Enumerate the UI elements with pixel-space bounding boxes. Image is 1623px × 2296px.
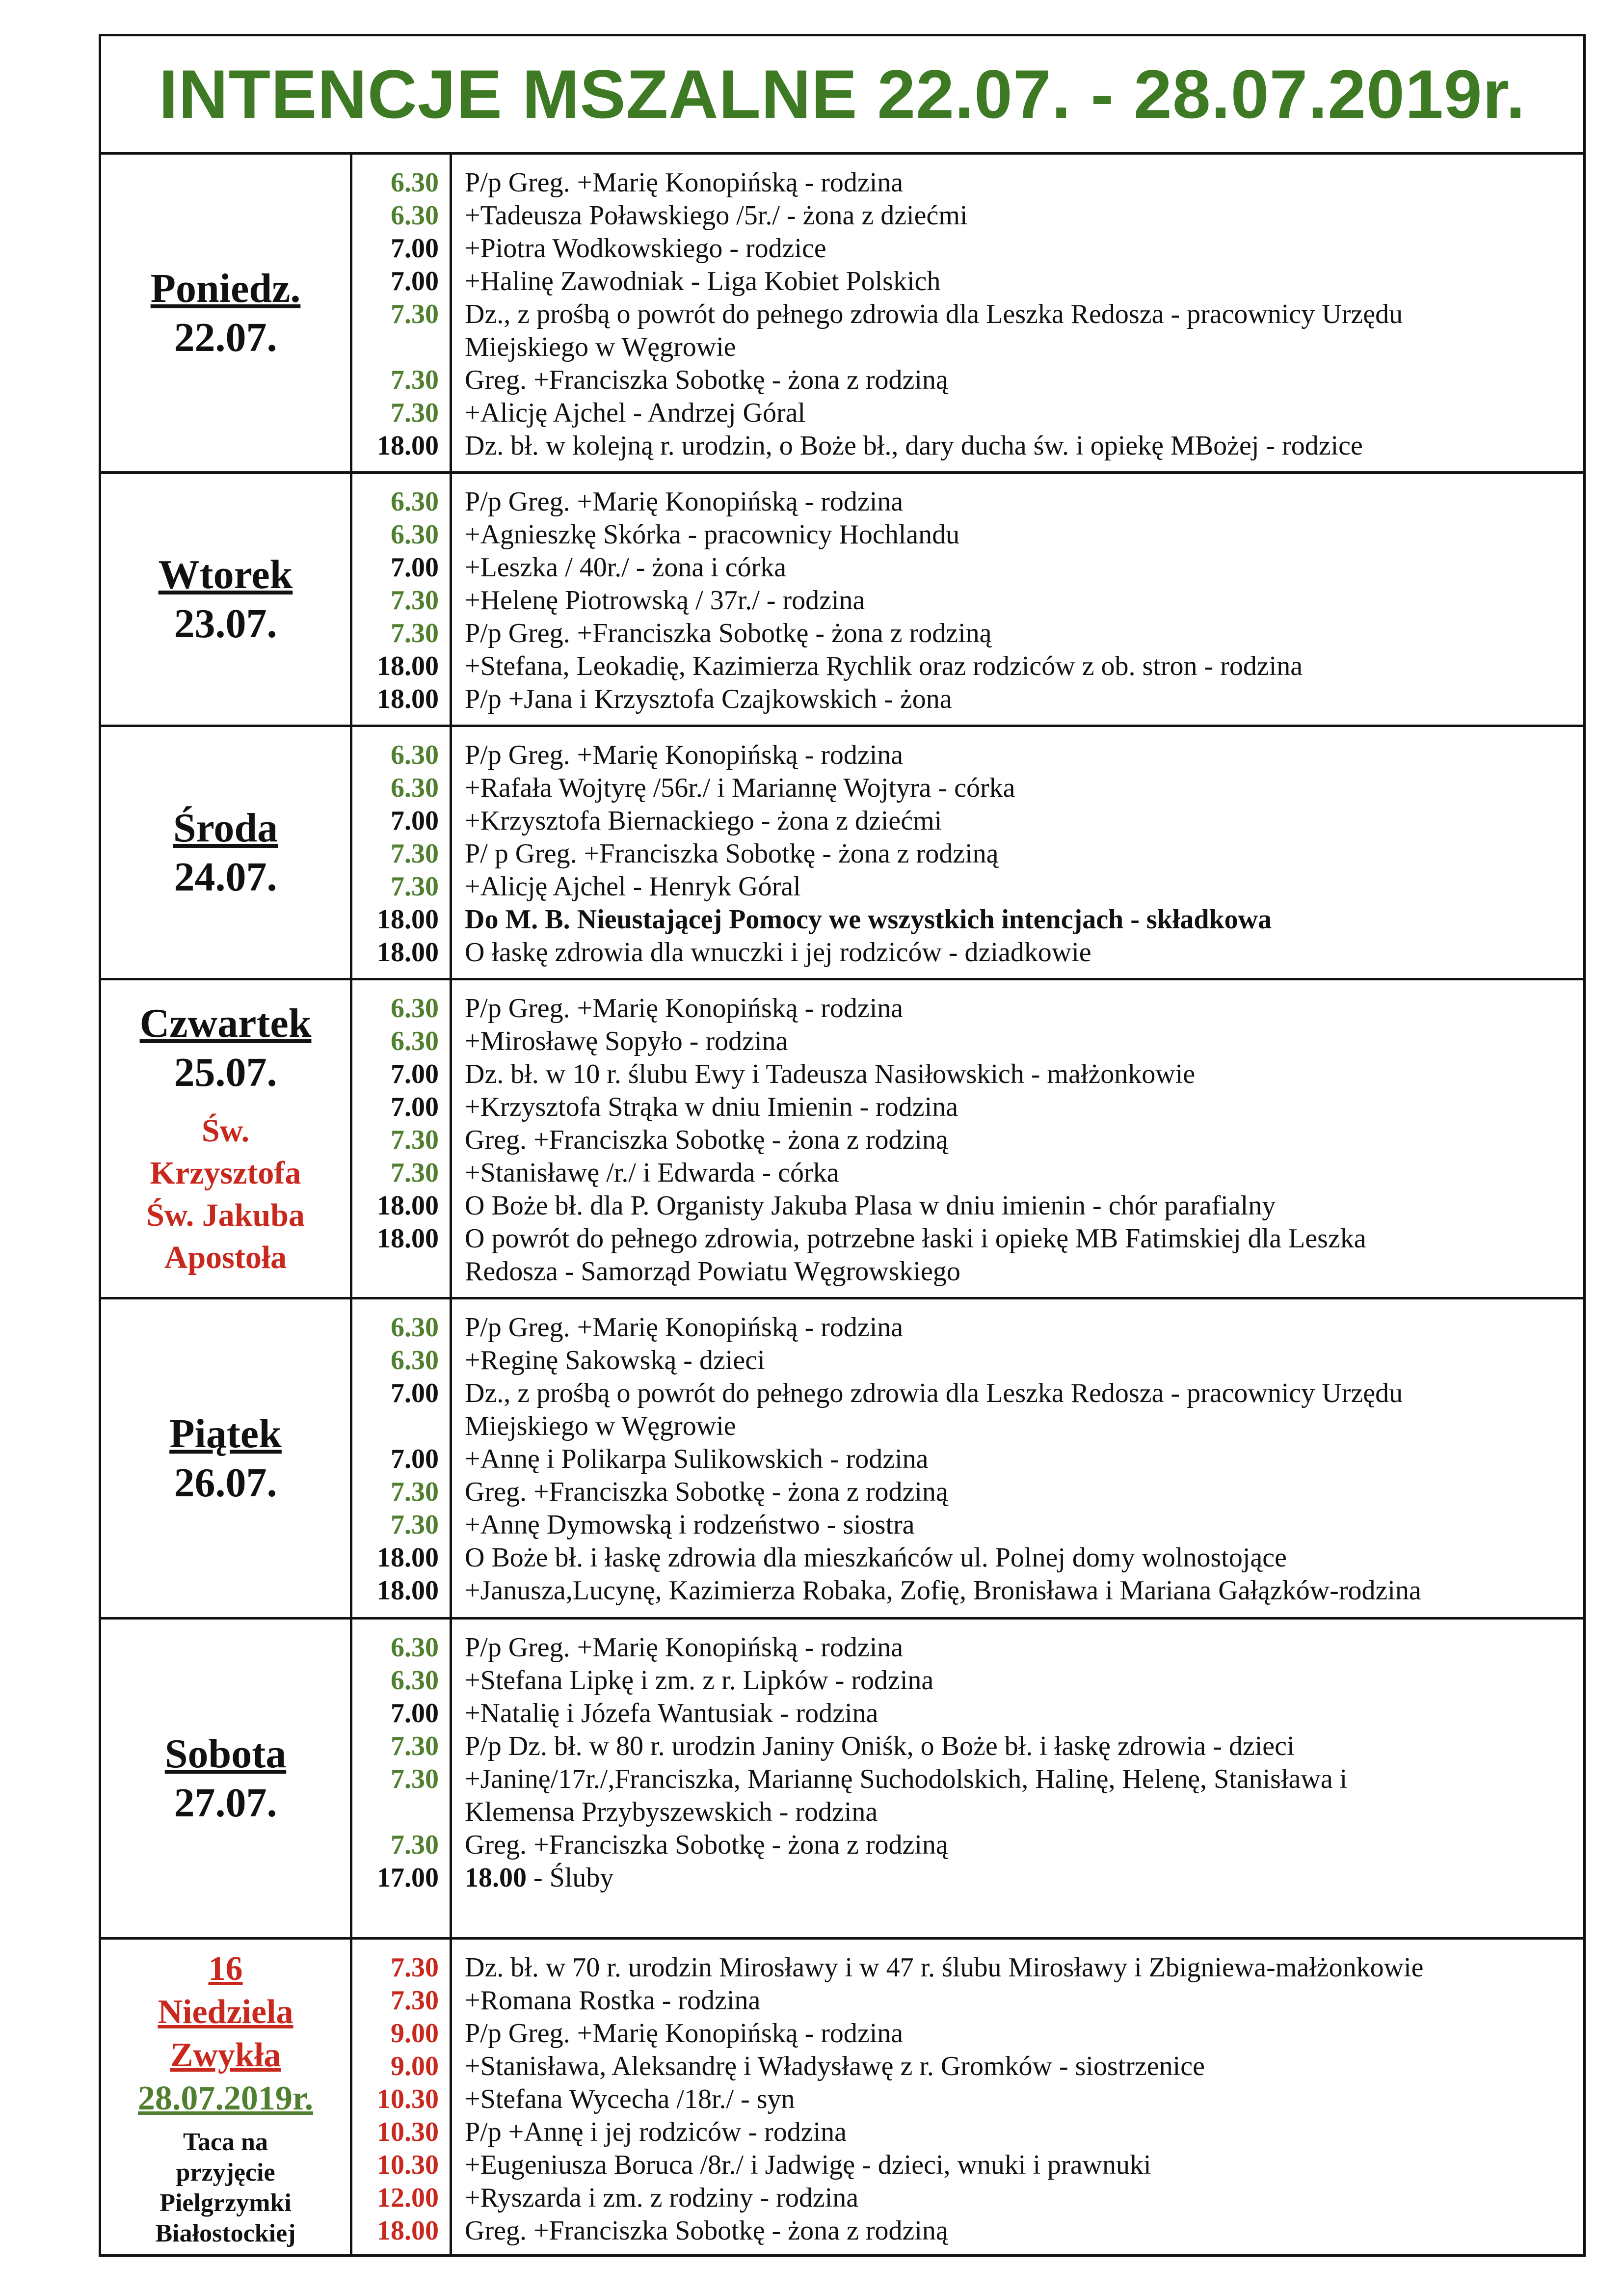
- mass-time: 18.00: [377, 2215, 439, 2246]
- day-name: Poniedz.: [150, 265, 301, 311]
- day-date: 25.07.: [174, 1049, 277, 1095]
- intention-line: O powrót do pełnego zdrowia, potrzebne łaski i opiekę MB Fatimskiej dla Leszka: [465, 1223, 1366, 1254]
- mass-time: 7.30: [391, 299, 439, 329]
- feast-line: Apostoła: [164, 1239, 287, 1275]
- mass-time: 18.00: [377, 1575, 439, 1606]
- mass-time: 18.00: [377, 1223, 439, 1254]
- mass-time: 18.00: [377, 937, 439, 968]
- mass-time: 6.30: [391, 1026, 439, 1056]
- intentions: [452, 980, 1583, 1297]
- day-name: Piątek: [169, 1410, 282, 1457]
- day-row: [101, 727, 1583, 980]
- page-title: INTENCJE MSZALNE 22.07. - 28.07.2019r.: [101, 36, 1583, 155]
- intention-line: +Halinę Zawodniak - Liga Kobiet Polskich: [465, 266, 941, 297]
- day-name: Czwartek: [139, 1000, 312, 1046]
- intention-line: +Stefana Lipkę i zm. z r. Lipków - rodzina: [465, 1665, 934, 1696]
- intention-line: P/p Greg. +Marię Konopińską - rodzina: [465, 2018, 904, 2049]
- intention-line: Greg. +Franciszka Sobotkę - żona z rodziną: [465, 1477, 948, 1507]
- intention-line: O łaskę zdrowia dla wnuczki i jej rodziców - dziadkowie: [465, 937, 1091, 968]
- intention-line: +Reginę Sakowską - dzieci: [465, 1345, 765, 1376]
- mass-time: [352, 331, 439, 364]
- intention-line: Greg. +Franciszka Sobotkę - żona z rodziną: [465, 365, 948, 395]
- mass-time: 7.00: [391, 1059, 439, 1089]
- intention-line: O Boże bł. i łaskę zdrowia dla mieszkańców ul. Polnej domy wolnostojące: [465, 1542, 1287, 1573]
- intention-line: Dz. bł. w kolejną r. urodzin, o Boże bł., dary ducha św. i opiekę MBożej - rodzice: [465, 431, 1363, 461]
- day-cell: [101, 155, 352, 471]
- intention-line: +Krzysztofa Strąka w dniu Imienin - rodzina: [465, 1092, 958, 1122]
- intention-line: +Alicję Ajchel - Andrzej Góral: [465, 398, 806, 428]
- feast-line: Św.: [201, 1112, 250, 1149]
- mass-time: 7.30: [391, 1158, 439, 1188]
- mass-time: 12.00: [377, 2183, 439, 2213]
- mass-time: 10.30: [377, 2150, 439, 2180]
- mass-time: 6.30: [391, 1665, 439, 1696]
- intention-line: Dz. bł. w 70 r. urodzin Mirosławy i w 47 r. ślubu Mirosławy i Zbigniewa-małżonkowie: [465, 1952, 1424, 1983]
- intentions-sheet: [99, 34, 1586, 2257]
- intention-line: +Romana Rostka - rodzina: [465, 1985, 761, 2016]
- intention-line: P/p Greg. +Marię Konopińską - rodzina: [465, 167, 904, 198]
- intention-line: P/p +Annę i jej rodziców - rodzina: [465, 2117, 847, 2147]
- mass-time: 7.30: [391, 1764, 439, 1794]
- mass-times: [352, 980, 452, 1297]
- mass-time: 6.30: [391, 1312, 439, 1343]
- intention-line: Miejskiego w Węgrowie: [465, 1411, 736, 1441]
- mass-time: 6.30: [391, 773, 439, 803]
- intention-line: Greg. +Franciszka Sobotkę - żona z rodziną: [465, 1125, 948, 1155]
- intention-line: +Alicję Ajchel - Henryk Góral: [465, 871, 801, 902]
- mass-time: 7.00: [391, 1698, 439, 1729]
- intention-line: P/p Greg. +Marię Konopińską - rodzina: [465, 486, 904, 517]
- intention-line: P/p Greg. +Marię Konopińską - rodzina: [465, 1632, 904, 1663]
- mass-time: 6.30: [391, 167, 439, 198]
- intentions: [452, 727, 1583, 978]
- intentions: [452, 1620, 1583, 1937]
- mass-time: 7.30: [391, 1985, 439, 2016]
- intentions: [452, 1299, 1583, 1617]
- intention-line: +Tadeusza Poławskiego /5r./ - żona z dziećmi: [465, 200, 968, 231]
- intentions: [452, 155, 1583, 471]
- intention-line: +Stefana, Leokadię, Kazimierza Rychlik oraz rodziców z ob. stron - rodzina: [465, 651, 1303, 681]
- intention-line: +Janinę/17r./,Franciszka, Mariannę Suchodolskich, Halinę, Helenę, Stanisława i: [465, 1764, 1348, 1794]
- mass-time: 9.00: [391, 2051, 439, 2081]
- day-date: 26.07.: [174, 1459, 277, 1506]
- intention-line: +Agnieszkę Skórka - pracownicy Hochlandu: [465, 519, 960, 550]
- day-name: Środa: [173, 805, 278, 851]
- day-row: [101, 155, 1583, 474]
- mass-time: 18.00: [377, 651, 439, 681]
- intention-line: Greg. +Franciszka Sobotkę - żona z rodziną: [465, 2215, 948, 2246]
- intention-line: P/p Greg. +Marię Konopińską - rodzina: [465, 1312, 904, 1343]
- mass-time: 18.00: [377, 904, 439, 935]
- intention-line: +Ryszarda i zm. z rodziny - rodzina: [465, 2183, 859, 2213]
- day-row: [101, 474, 1583, 727]
- intention-line: Dz., z prośbą o powrót do pełnego zdrowia dla Leszka Redosza - pracownicy Urzędu: [465, 1378, 1403, 1408]
- intention-line: +Krzysztofa Biernackiego - żona z dziećmi: [465, 806, 942, 836]
- collection-note-line: przyjęcie: [176, 2159, 275, 2187]
- mass-time: 18.00: [377, 684, 439, 714]
- wedding-time: 18.00: [465, 1863, 527, 1893]
- feast-line: Krzysztofa: [150, 1155, 301, 1191]
- mass-time: 6.30: [391, 200, 439, 231]
- intention-line: O Boże bł. dla P. Organisty Jakuba Plasa w dniu imienin - chór parafialny: [465, 1190, 1276, 1221]
- day-date: 27.07.: [174, 1780, 277, 1826]
- intention-line: P/p +Jana i Krzysztofa Czajkowskich - żona: [465, 684, 952, 714]
- intention-line: +Helenę Piotrowską / 37r./ - rodzina: [465, 585, 865, 616]
- mass-time: 7.30: [391, 1952, 439, 1983]
- feast-line: Św. Jakuba: [146, 1197, 305, 1233]
- intention-line: +Rafała Wojtyrę /56r./ i Mariannę Wojtyra - córka: [465, 773, 1015, 803]
- mass-time: 9.00: [391, 2018, 439, 2049]
- mass-time: 18.00: [377, 431, 439, 461]
- day-row: [101, 1620, 1583, 1940]
- mass-times: [352, 474, 452, 725]
- intention-line: +Piotra Wodkowskiego - rodzice: [465, 233, 826, 264]
- intention-line: Redosza - Samorząd Powiatu Węgrowskiego: [465, 1256, 960, 1287]
- mass-time: 10.30: [377, 2117, 439, 2147]
- collection-note-line: Taca na: [183, 2128, 268, 2156]
- mass-time: 7.30: [391, 585, 439, 616]
- mass-time: 7.30: [391, 1830, 439, 1860]
- intention-line: +Stefana Wycecha /18r./ - syn: [465, 2084, 795, 2114]
- collection-note: [156, 2127, 296, 2249]
- mass-times: [352, 727, 452, 978]
- mass-time: 6.30: [391, 1345, 439, 1376]
- mass-time: 18.00: [377, 1542, 439, 1573]
- day-row: [101, 1299, 1583, 1620]
- day-cell: [101, 980, 352, 1297]
- mass-time: 17.00: [377, 1863, 439, 1893]
- mass-time: 6.30: [391, 1632, 439, 1663]
- day-cell: [101, 1299, 352, 1617]
- day-name: Wtorek: [158, 551, 293, 597]
- mass-time: 6.30: [391, 740, 439, 770]
- intention-line: +Leszka / 40r./ - żona i córka: [465, 552, 787, 583]
- mass-time: 7.30: [391, 1510, 439, 1540]
- intention-line: P/p Greg. +Marię Konopińską - rodzina: [465, 993, 904, 1024]
- sunday-name-2: Zwykła: [170, 2036, 281, 2074]
- intention-line: P/ p Greg. +Franciszka Sobotkę - żona z rodziną: [465, 838, 999, 869]
- intentions: [452, 474, 1583, 725]
- intention-line: 18.00 - Śluby: [465, 1863, 614, 1893]
- day-cell: [101, 1620, 352, 1937]
- collection-note-line: Pielgrzymki: [160, 2189, 292, 2217]
- mass-times: [352, 155, 452, 471]
- mass-time: 7.00: [391, 1092, 439, 1122]
- mass-time: 6.30: [391, 519, 439, 550]
- mass-time: 7.30: [391, 1731, 439, 1761]
- mass-time: 7.00: [391, 266, 439, 297]
- day-date: 23.07.: [174, 600, 277, 647]
- intention-line: P/p Greg. +Marię Konopińską - rodzina: [465, 740, 904, 770]
- day-name: Sobota: [164, 1730, 287, 1777]
- mass-time: 7.00: [391, 1378, 439, 1408]
- mass-time: 7.30: [391, 838, 439, 869]
- day-row: [101, 1940, 1583, 2257]
- feast-names: [146, 1110, 305, 1279]
- mass-time: 6.30: [391, 993, 439, 1024]
- intention-line: +Eugeniusza Boruca /8r./ i Jadwigę - dzieci, wnuki i prawnuki: [465, 2150, 1151, 2180]
- mass-times: [352, 1620, 452, 1937]
- mass-time: 7.30: [391, 1477, 439, 1507]
- intention-line: Dz. bł. w 10 r. ślubu Ewy i Tadeusza Nasiłowskich - małżonkowie: [465, 1059, 1196, 1089]
- mass-time: 7.00: [391, 233, 439, 264]
- day-cell: [101, 727, 352, 978]
- mass-time: 6.30: [391, 486, 439, 517]
- mass-time: 7.30: [391, 871, 439, 902]
- mass-times: [352, 1940, 452, 2257]
- mass-time: 7.30: [391, 365, 439, 395]
- day-row: [101, 980, 1583, 1299]
- sunday-number: 16: [208, 1950, 243, 1988]
- mass-time: 7.30: [391, 1125, 439, 1155]
- intention-line: Klemensa Przybyszewskich - rodzina: [465, 1797, 878, 1827]
- mass-time: 7.00: [391, 806, 439, 836]
- intention-line: +Mirosławę Sopyło - rodzina: [465, 1026, 788, 1056]
- mass-times: [352, 1299, 452, 1617]
- sunday-date: 28.07.2019r.: [137, 2080, 314, 2117]
- mass-time: 7.00: [391, 552, 439, 583]
- intention-line: Dz., z prośbą o powrót do pełnego zdrowia dla Leszka Redosza - pracownicy Urzędu: [465, 299, 1403, 329]
- intention-line: +Stanisława, Aleksandrę i Władysławę z r. Gromków - siostrzenice: [465, 2051, 1205, 2081]
- intention-line: +Stanisławę /r./ i Edwarda - córka: [465, 1158, 839, 1188]
- collection-note-line: Białostockiej: [155, 2219, 296, 2247]
- intention-line: Miejskiego w Węgrowie: [465, 332, 736, 362]
- mass-time: 10.30: [377, 2084, 439, 2114]
- mass-time: 7.30: [391, 618, 439, 648]
- intention-line: Greg. +Franciszka Sobotkę - żona z rodziną: [465, 1830, 948, 1860]
- intention-line: +Natalię i Józefa Wantusiak - rodzina: [465, 1698, 878, 1729]
- intention-line: +Janusza,Lucynę, Kazimierza Robaka, Zofię, Bronisława i Mariana Gałązków-rodzina: [465, 1575, 1421, 1606]
- day-cell: [101, 1940, 352, 2257]
- mass-time: 18.00: [377, 1190, 439, 1221]
- sunday-name: Niedziela: [158, 1993, 293, 2031]
- day-date: 22.07.: [174, 314, 277, 360]
- mass-time: [352, 1410, 439, 1443]
- intention-line: P/p Dz. bł. w 80 r. urodzin Janiny Oniśk, o Boże bł. i łaskę zdrowia - dzieci: [465, 1731, 1295, 1761]
- day-cell: [101, 474, 352, 725]
- intention-line: P/p Greg. +Franciszka Sobotkę - żona z rodziną: [465, 618, 992, 648]
- intentions: [452, 1940, 1583, 2257]
- intention-line: +Annę i Polikarpa Sulikowskich - rodzina: [465, 1444, 929, 1474]
- mass-time: 7.30: [391, 398, 439, 428]
- intention-line: Do M. B. Nieustającej Pomocy we wszystkich intencjach - składkowa: [465, 904, 1272, 935]
- mass-time: [352, 1796, 439, 1829]
- intention-line: +Annę Dymowską i rodzeństwo - siostra: [465, 1510, 915, 1540]
- mass-time: 7.00: [391, 1444, 439, 1474]
- day-date: 24.07.: [174, 854, 277, 900]
